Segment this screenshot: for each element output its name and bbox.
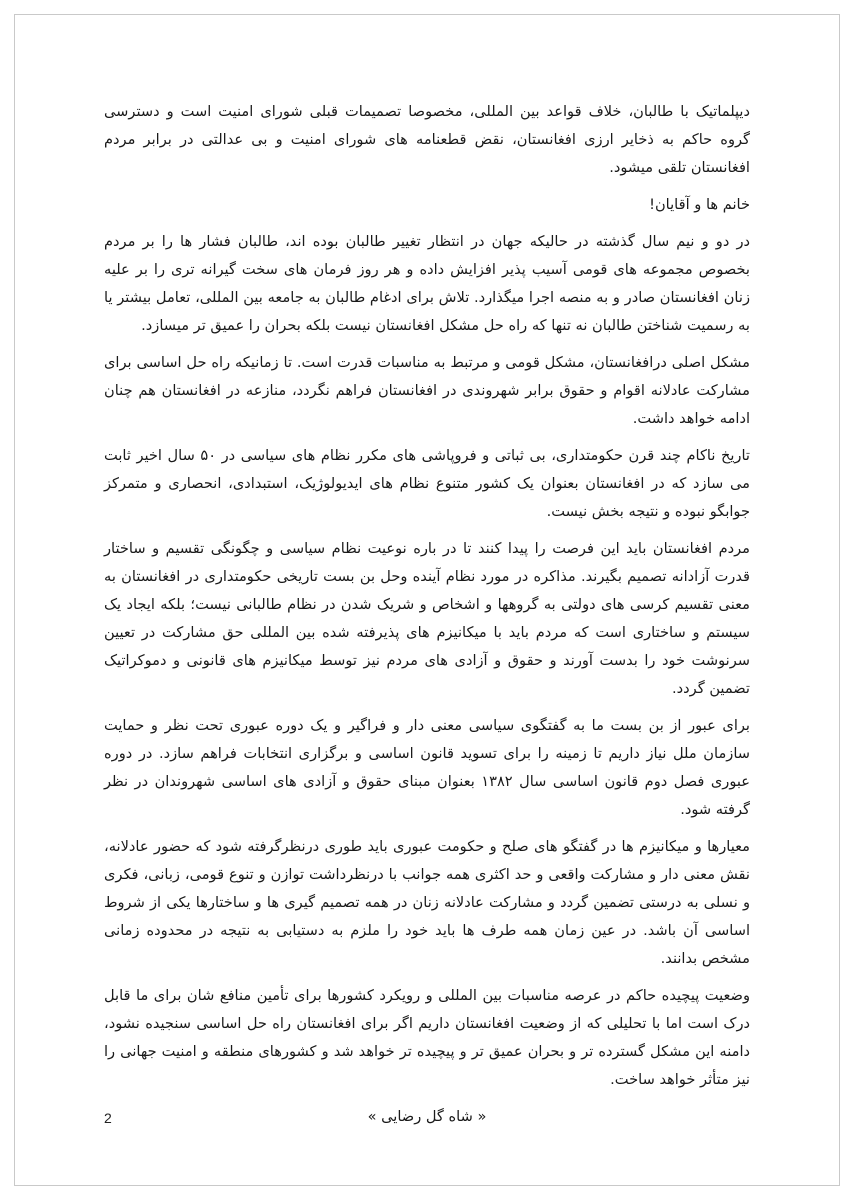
page-number: 2 bbox=[104, 1110, 112, 1126]
paragraph-8: وضعیت پیچیده حاکم در عرصه مناسبات بین المللی و رویکرد کشورها برای تأمین منافع شان برای ما قابل درک است اما با تحلیلی که از وضعیت افغانستان داریم اگر برای افغانستان راه حل اساسی سنجیده نشود، دامنه این مشکل گسترده تر و بحران عمیق تر و پیچیده تر خواهد شد و کشورهای منطقه و امنیت جهانی را نیز متأثر خواهد ساخت. bbox=[104, 987, 750, 1088]
paragraph-2: در دو و نیم سال گذشته در حالیکه جهان در انتظار تغییر طالبان بوده اند، طالبان فشار ها را بر مردم بخصوص مجموعه های قومی آسیب پذیر افزایش داده و هر روز فرمان های سخت گیرانه تری را بر علیه زنان افغانستان صادر و به منصه اجرا میگذارد. تلاش برای ادغام طالبان به جامعه بین المللی، تعامل بیشتر یا به رسمیت شناختن طالبان نه تنها که راه حل مشکل افغانستان نیست بلکه بحران را عمیق تر میسازد. bbox=[104, 233, 750, 334]
paragraph-1: دیپلماتیک با طالبان، خلاف قواعد بین المللی، مخصوصا تصمیمات قبلی شورای امنیت است و دسترسی گروه حاکم به ذخایر ارزی افغانستان، نقض قطعنامه های شورای امنیت و بی عدالتی در برابر مردم افغانستان تلقی میشود. bbox=[104, 103, 750, 176]
salutation: خانم ها و آقایان! bbox=[649, 196, 750, 213]
paragraph-4: تاریخ ناکام چند قرن حکومتداری، بی ثباتی و فروپاشی های مکرر نظام های سیاسی در ۵۰ سال اخیر ثابت می سازد که در افغانستان بعنوان یک کشور متنوع نظام های ایدیولوژیک، استبدادی، انحصاری و متمرکز جوابگو نبوده و نتیجه بخش نیست. bbox=[104, 447, 750, 520]
document-body bbox=[104, 98, 750, 1131]
paragraph-5: مردم افغانستان باید این فرصت را پیدا کنند تا در باره نوعیت نظام سیاسی و چگونگی تقسیم و ساختار قدرت آزادانه تصمیم بگیرند. مذاکره در مورد نظام آینده وحل بن بست تاریخی حکومتداری در افغانستان به معنی تقسیم کرسی های دولتی به گروهها و اشخاص و شریک شدن در نظام طالبانی نیست؛ بلکه ایجاد یک سیستم و ساختاری است که مردم باید با میکانیزم های پذیرفته شده بین المللی حق مشارکت در تعیین سرنوشت خود را بدست آورند و حقوق و آزادی های مردم نیز توسط میکانیزم های قانونی و دموکراتیک تضمین گردد. bbox=[104, 540, 750, 697]
signature: « شاه گل رضایی » bbox=[367, 1108, 487, 1125]
paragraph-3: مشکل اصلی درافغانستان، مشکل قومی و مرتبط به مناسبات قدرت است. تا زمانیکه راه حل اساسی برای مشارکت عادلانه اقوام و حقوق برابر شهروندی در افغانستان فراهم نگردد، منازعه در افغانستان هم چنان ادامه خواهد داشت. bbox=[104, 354, 750, 427]
paragraph-6: برای عبور از بن بست ما به گفتگوی سیاسی معنی دار و فراگیر و یک دوره عبوری تحت نظر و حمایت سازمان ملل نیاز داریم تا زمینه را برای تسوید قانون اساسی و برگزاری انتخابات فراهم سازد. در دوره عبوری فصل دوم قانون اساسی سال ۱۳۸۲ بعنوان مبنای حقوق و آزادی های اساسی شهروندان در نظر گرفته شود. bbox=[104, 717, 750, 818]
paragraph-7: معیارها و میکانیزم ها در گفتگو های صلح و حکومت عبوری باید طوری درنظرگرفته شود که حضور عادلانه، نقش معنی دار و مشارکت واقعی و حد اکثری همه جوانب با درنظرداشت توازن و تنوع قومی، زبانی، فکری و نسلی به درستی تضمین گردد و مشارکت عادلانه زنان در همه تصمیم گیری ها و ساختارها یکی از شروط اساسی آن باشد. در عین زمان همه طرف ها باید خود را ملزم به دستیابی به نتیجه در محدوده زمانی مشخص بدانند. bbox=[104, 838, 750, 967]
